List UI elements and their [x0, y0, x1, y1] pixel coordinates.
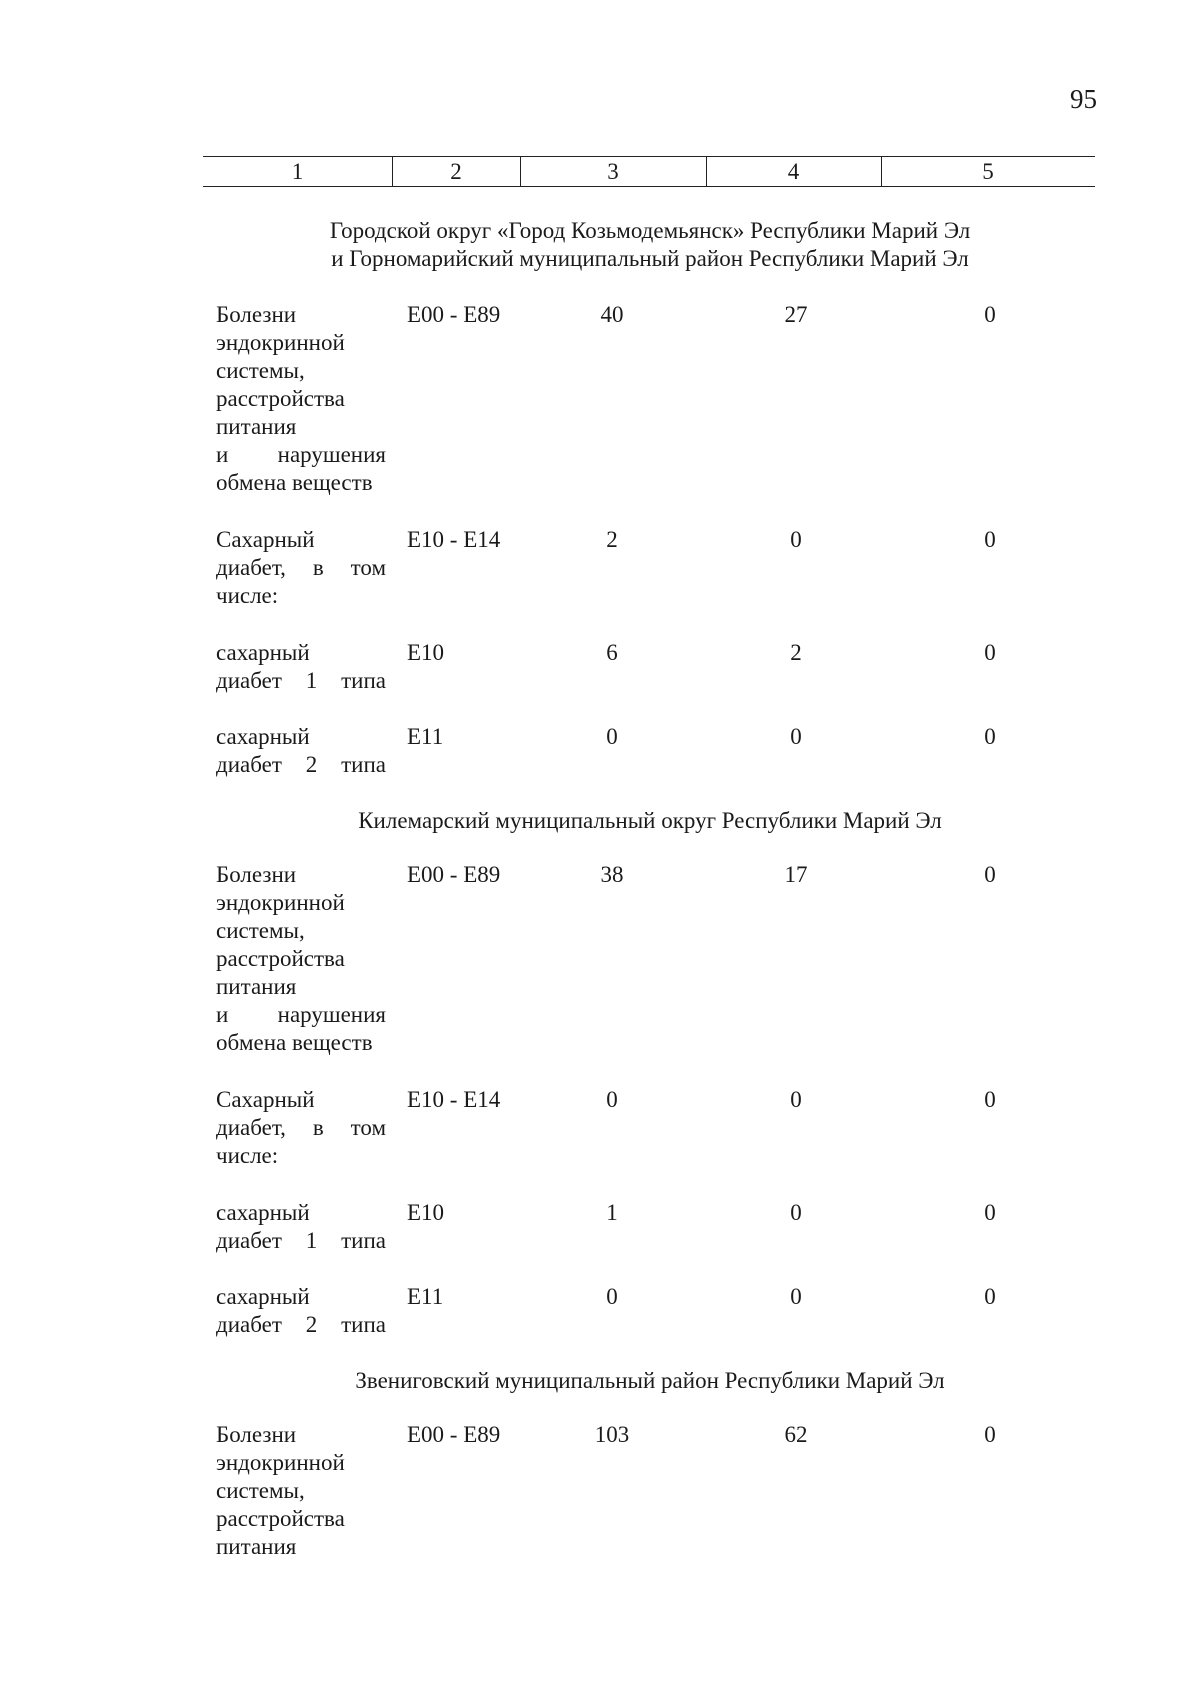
value-col5: 0	[984, 1422, 996, 1447]
value-col4: 0	[790, 1087, 802, 1112]
value-col3: 2	[606, 527, 618, 552]
value-col3: 103	[594, 1422, 630, 1447]
value-col3: 0	[606, 1284, 618, 1309]
value-col5: 0	[984, 1200, 996, 1225]
value-col3: 38	[600, 862, 624, 887]
disease-name: сахарный диабет 2 типа	[216, 724, 386, 777]
value-col3: 6	[606, 640, 618, 665]
column-header-3: 3	[607, 159, 619, 184]
value-col4: 2	[790, 640, 802, 665]
disease-name: сахарный диабет 1 типа	[216, 1200, 386, 1253]
value-col4: 0	[790, 1284, 802, 1309]
disease-name: сахарный диабет 1 типа	[216, 640, 386, 693]
value-col4: 0	[790, 527, 802, 552]
section-title-line: Звениговский муниципальный район Республики Марий Эл	[355, 1368, 945, 1393]
section-title	[250, 217, 1050, 273]
icd-code: E00 - E89	[407, 862, 501, 887]
value-col4: 0	[790, 724, 802, 749]
disease-name: Болезни эндокринной системы, расстройства питания и нарушения обмена веществ	[216, 862, 386, 1055]
value-col4: 0	[790, 1200, 802, 1225]
column-header-2: 2	[450, 159, 462, 184]
icd-code: E00 - E89	[407, 1422, 501, 1447]
value-col5: 0	[984, 862, 996, 887]
section-title	[250, 807, 1050, 835]
icd-code: E11	[407, 724, 444, 749]
disease-name: сахарный диабет 2 типа	[216, 1284, 386, 1337]
value-col3: 1	[606, 1200, 618, 1225]
section-title	[250, 1367, 1050, 1395]
section-title-line: Городской округ «Город Козьмодемьянск» Республики Марий Эл	[329, 218, 971, 243]
disease-name: Сахарный диабет, в том числе:	[216, 1087, 386, 1168]
disease-name: Болезни эндокринной системы, расстройства питания и нарушения обмена веществ	[216, 302, 386, 495]
value-col4: 17	[784, 862, 808, 887]
disease-name: Болезни эндокринной системы, расстройства питания	[216, 1422, 345, 1559]
table-header-row	[203, 156, 1095, 187]
icd-code: E10 - E14	[407, 527, 501, 552]
value-col5: 0	[984, 640, 996, 665]
value-col5: 0	[984, 1284, 996, 1309]
value-col3: 40	[600, 302, 624, 327]
value-col5: 0	[984, 724, 996, 749]
icd-code: E00 - E89	[407, 302, 501, 327]
value-col5: 0	[984, 302, 996, 327]
value-col3: 0	[606, 724, 618, 749]
section-title-line: и Горномарийский муниципальный район Республики Марий Эл	[331, 246, 969, 271]
column-header-1: 1	[291, 159, 304, 184]
value-col3: 0	[606, 1087, 618, 1112]
icd-code: E10	[407, 640, 445, 665]
section-title-line: Килемарский муниципальный округ Республики Марий Эл	[358, 808, 942, 833]
icd-code: E10 - E14	[407, 1087, 501, 1112]
icd-code: E11	[407, 1284, 444, 1309]
icd-code: E10	[407, 1200, 445, 1225]
page-number: 95	[1070, 84, 1097, 114]
value-col4: 27	[784, 302, 808, 327]
value-col4: 62	[784, 1422, 808, 1447]
value-col5: 0	[984, 527, 996, 552]
disease-name: Сахарный диабет, в том числе:	[216, 527, 386, 608]
column-header-4: 4	[787, 159, 800, 184]
value-col5: 0	[984, 1087, 996, 1112]
column-header-5: 5	[982, 159, 994, 184]
